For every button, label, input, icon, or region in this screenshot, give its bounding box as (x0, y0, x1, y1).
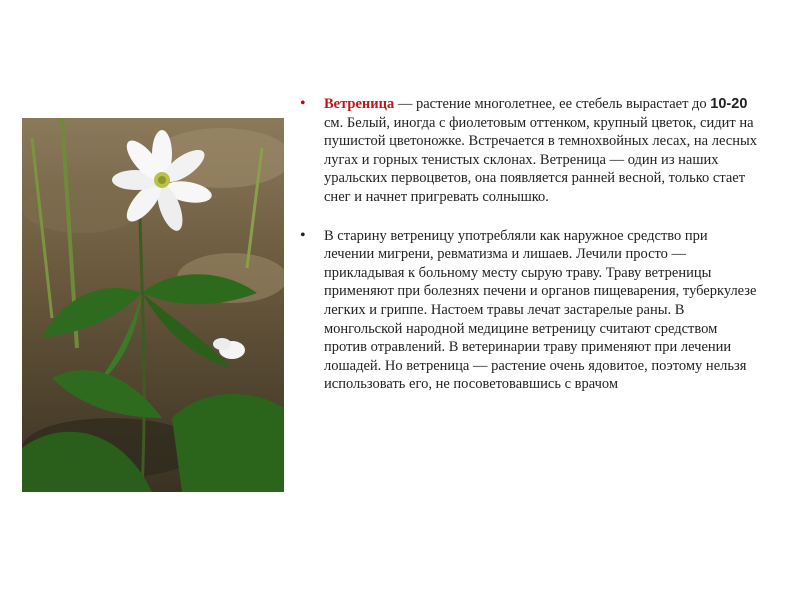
flower-photo (22, 118, 284, 492)
bullet-icon: • (300, 226, 306, 244)
bullet-icon: • (300, 95, 306, 112)
wood-anemone-flower-photo-icon (22, 118, 284, 492)
term-highlight: Ветреница (324, 96, 395, 112)
paragraph-text: см. Белый, иногда с фиолетовым оттенком, крупный цветок, сидит на пушистой цветоножке. Встречается в темнохвойных лесах, на лесных лугах и горных тенистых склонах. Ветреница — один из наших уральских первоцветов, она появляется ранней весной, только стает снег и начнет пригревать солнышко. (324, 114, 757, 205)
paragraph-description (300, 95, 760, 207)
description-text (300, 95, 760, 394)
height-value: 10-20 (710, 96, 748, 112)
paragraph-text: — растение многолетнее, ее стебель вырастает до (394, 96, 711, 112)
paragraph-usage (300, 227, 760, 394)
paragraph-text: В старину ветреницу употребляли как наружное средство при лечении мигрени, ревматизма и лишаев. Лечили просто — прикладывая к больному месту сырую траву. Траву ветреницы применяют при болезнях печени и органов пищеварения, туберкулезе легких и гриппе. Настоем травы лечат застарелые раны. В монгольской народной медицине ветреницу считают средством против отравлений. В ветеринарии траву применяют при лечении лошадей. Но ветреница — растение очень ядовитое, поэтому нельзя использовать его, не посоветовавшись с врачом (324, 227, 757, 393)
